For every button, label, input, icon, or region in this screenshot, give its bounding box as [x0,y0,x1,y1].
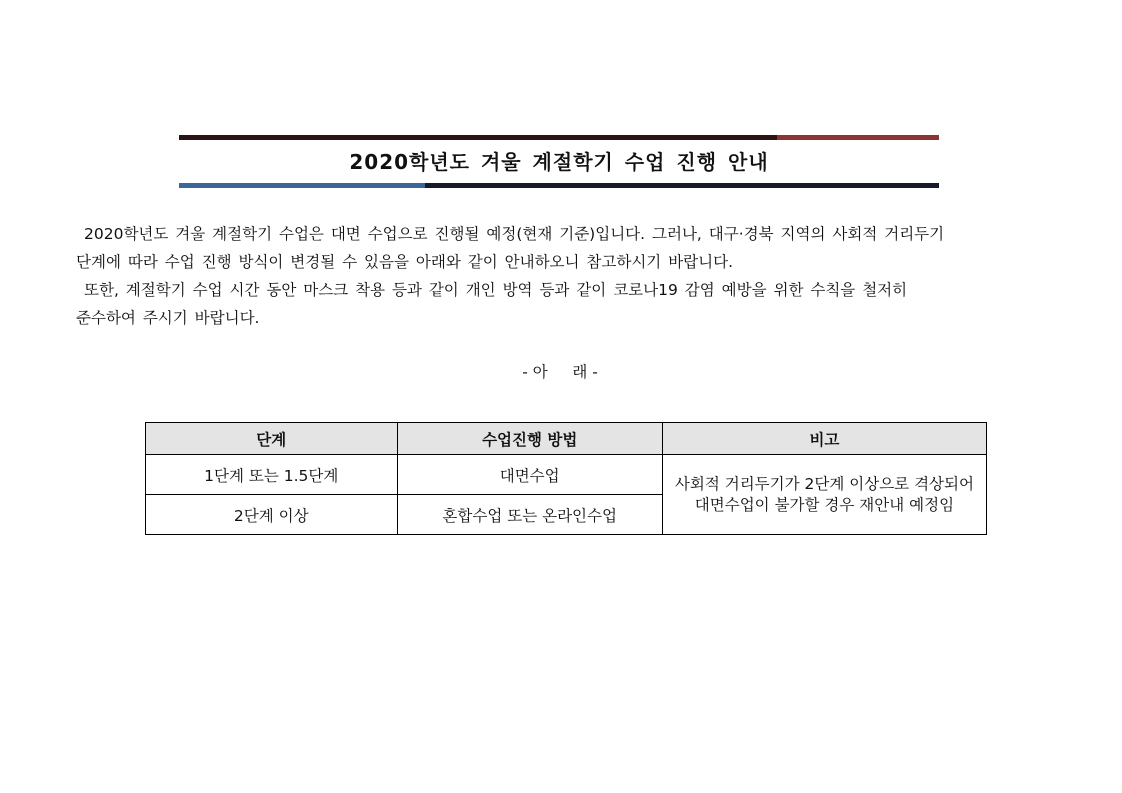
method-cell: 혼합수업 또는 온라인수업 [397,495,662,535]
intro-line: 또한, 계절학기 수업 시간 동안 마스크 착용 등과 같이 개인 방역 등과 같이 코로나19 감염 예방을 위한 수칙을 철저히 [84,281,908,299]
method-cell: 대면수업 [397,455,662,495]
remark-cell [662,455,986,535]
title-top-rule-dark [179,135,777,140]
intro-line: 단계에 따라 수업 진행 방식이 변경될 수 있음을 아래와 같이 안내하오니 참고하시기 바랍니다. [76,253,734,271]
intro-line: 2020학년도 겨울 계절학기 수업은 대면 수업으로 진행될 예정(현재 기준)입니다. 그러나, 대구·경북 지역의 사회적 거리두기 [84,225,945,243]
header-remark: 비고 [662,423,986,455]
stage-cell: 2단계 이상 [146,495,398,535]
table-header-row [146,423,987,455]
stage-cell: 1단계 또는 1.5단계 [146,455,398,495]
title-top-rule [179,135,939,140]
table-row [146,455,987,495]
intro-paragraph [76,220,1036,332]
title-bottom-rule [179,183,939,188]
notice-heading: - 아 래 - [522,363,598,381]
remark-line: 대면수업이 불가할 경우 재안내 예정임 [694,495,955,514]
page-title: 2020학년도 겨울 계절학기 수업 진행 안내 [349,150,769,174]
header-stage: 단계 [146,423,398,455]
title-top-rule-accent [777,135,939,140]
intro-line: 준수하여 주시기 바랍니다. [76,309,260,327]
title-bottom-rule-dark [425,183,939,188]
title-block [179,135,939,189]
remark-line: 사회적 거리두기가 2단계 이상으로 격상되어 [674,474,974,493]
header-method: 수업진행 방법 [397,423,662,455]
title-bottom-rule-blue [179,183,425,188]
stage-table [145,422,987,535]
